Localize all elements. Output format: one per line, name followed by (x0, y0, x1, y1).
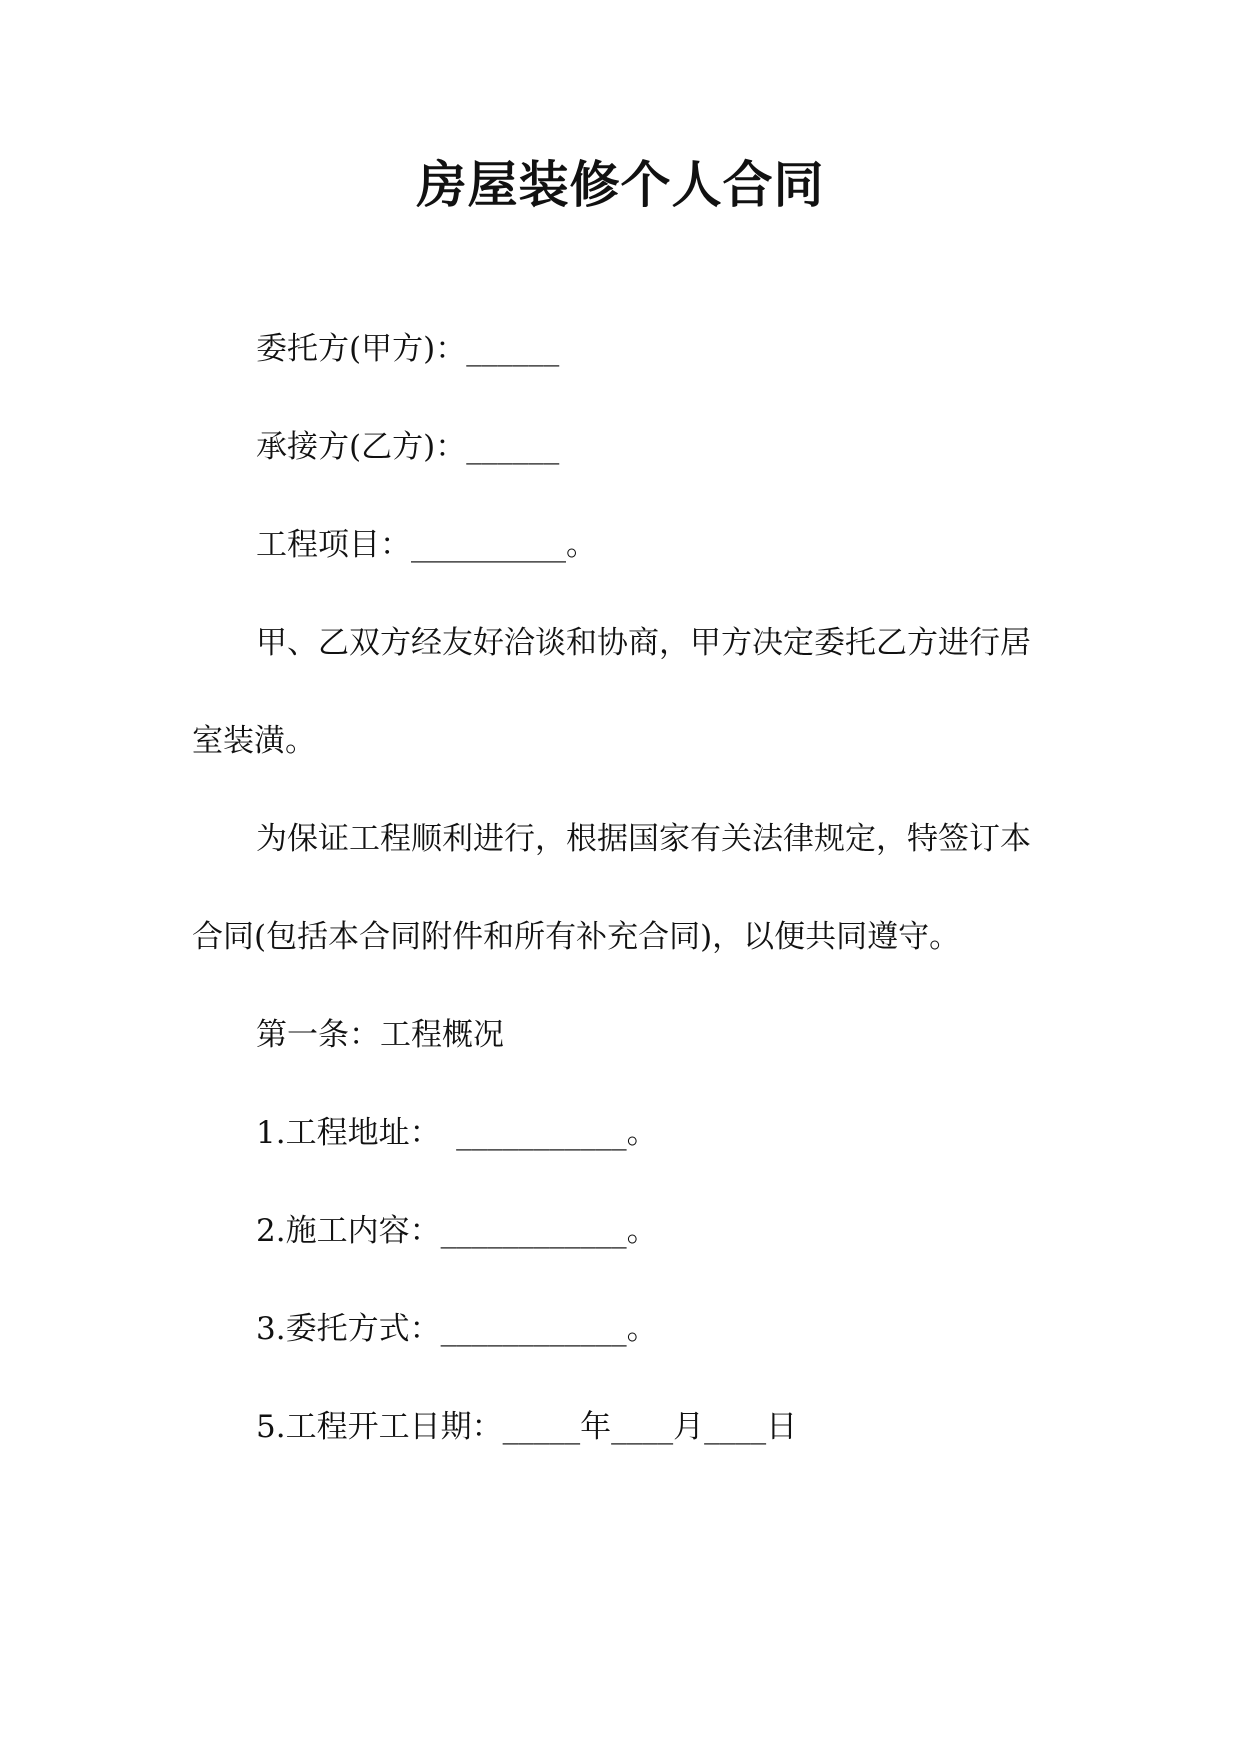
commission-method-line: 3.委托方式：____________。 (256, 1311, 658, 1347)
construction-content-line: 2.施工内容：____________。 (256, 1213, 658, 1249)
contractor-party-line: 承接方(乙方)：______ (256, 429, 560, 465)
intro-paragraph: 甲、乙双方经友好洽谈和协商，甲方决定委托乙方进行居室装潢。 (192, 625, 1031, 759)
legal-basis-paragraph: 为保证工程顺利进行，根据国家有关法律规定，特签订本合同(包括本合同附件和所有补充合同)，以便共同遵守。 (192, 821, 1031, 955)
client-party-line: 委托方(甲方)：______ (256, 331, 560, 367)
article-one-heading: 第一条：工程概况 (256, 1017, 504, 1053)
document-body (192, 300, 1032, 1476)
start-date-line: 5.工程开工日期：_____年____月____日 (256, 1409, 798, 1445)
page-title: 房屋装修个人合同 (416, 156, 825, 214)
project-name-line: 工程项目：__________。 (256, 527, 597, 563)
project-address-line: 1.工程地址： ___________。 (256, 1115, 658, 1151)
